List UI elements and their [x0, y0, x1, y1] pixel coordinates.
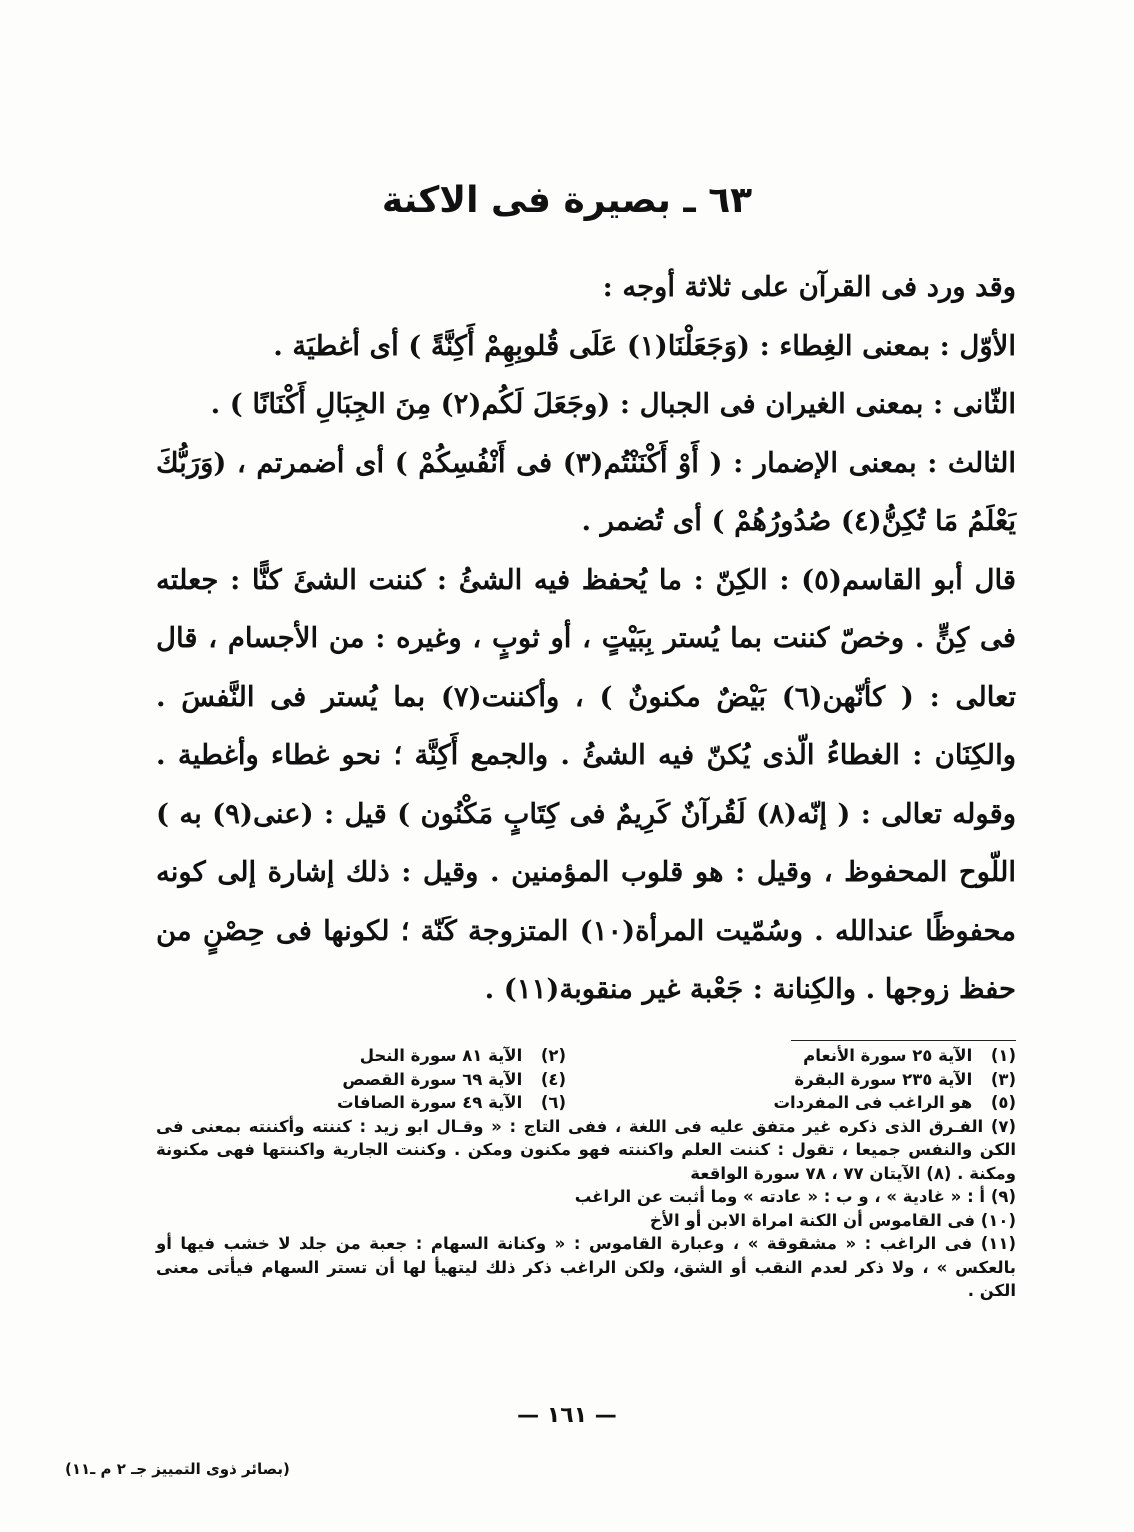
book-footer: (بصائر ذوى التمييز جـ ٢ م ـ١١) — [65, 1460, 290, 1478]
footnote-text: الآية ٦٩ سورة القصص — [342, 1069, 523, 1089]
footnote-separator — [791, 1040, 1016, 1041]
footnote-number: (١) — [990, 1046, 1016, 1065]
footnote-number: (٦) — [540, 1093, 566, 1112]
paragraph-second-meaning: الثّانى : بمعنى الغيران فى الجبال : (وجَعَلَ لَكُم(٢) مِنَ الجِبَالِ أَكْنَانًا ) . — [210, 388, 1016, 420]
footnote-number: (٥) — [990, 1093, 1016, 1112]
footnote-item — [606, 1044, 1016, 1068]
footnote-9: (٩) أ : « غادية » ، و ب : « عادته » وما أثبت عن الراغب — [574, 1187, 1016, 1206]
footnote-text: الآية ٨١ سورة النحل — [359, 1046, 523, 1065]
footnote-11: (١١) فى الراغب : « مشقوقة » ، وعبارة القاموس : « وكنانة السهام : جعبة من جلد لا خشب فيها أو بالعكس » ، ولا ذكر لعدم النقب أو الشق، ولكن الراغب ذكر ذلك ليتهيأ لها أن تستر السهام فيأتى معنى الكن . — [156, 1234, 1016, 1300]
footnote-item — [156, 1044, 566, 1068]
footnote-number: (٣) — [990, 1069, 1016, 1089]
footnote-text: الآية ٢٣٥ سورة البقرة — [794, 1069, 973, 1089]
paragraph-abu-al-qasim: قال أبو القاسم(٥) : الكِنّ : ما يُحفظ فيه الشئُ : كننت الشئَ كنًّا : جعلته فى كِنٍّ . وخصّ كننت بما يُستر بِبَيْتٍ ، أو ثوبٍ ، وغيره : من الأجسام ، قال تعالى : ( كأنّهن(٦) بَيْضٌ مكنونٌ ) ، وأكننت(٧) بما يُستر فى النَّفسَ . والكِنَان : الغطاءُ الّذى يُكنّ فيه الشئُ . والجمع أَكِنَّة ؛ نحو غطاء وأغطية . وقوله تعالى : ( إنّه(٨) لَقُرآنٌ كَرِيمٌ فى كِتَابٍ مَكْنُون ) قيل : (عنى(٩) به ) اللّوح المحفوظ ، وقيل : هو قلوب المؤمنين . وقيل : ذلك إشارة إلى كونه محفوظًا عندالله . وسُمّيت المرأة(١٠) المتزوجة كَنّة ؛ لكونها فى حِصْنٍ من حفظ زوجها . والكِنانة : جَعْبة غير منقوبة(١١) . — [156, 563, 1017, 1005]
main-text — [156, 258, 1016, 1019]
footnote-item — [606, 1091, 1016, 1115]
footnote-text: الآية ٤٩ سورة الصافات — [337, 1093, 523, 1112]
footnote-item — [156, 1091, 566, 1115]
footnote-text: هو الراغب فى المفردات — [773, 1093, 973, 1112]
footnote-10: (١٠) فى القاموس أن الكنة امراة الابن أو الأخ — [649, 1210, 1016, 1230]
footnote-number: (٢) — [540, 1046, 566, 1065]
page-number: — ١٦١ — — [517, 1403, 617, 1428]
page-title: ٦٣ ـ بصيرة فى الاكنة — [381, 180, 753, 221]
footnotes — [156, 1044, 1016, 1303]
paragraph-intro: وقد ورد فى القرآن على ثلاثة أوجه : — [602, 271, 1016, 303]
footnote-text: الآية ٢٥ سورة الأنعام — [803, 1046, 973, 1065]
footnote-7-8: (٧) الفـرق الذى ذكره غير متفق عليه فى اللغة ، ففى التاج : « وقـال ابو زيد : كننته وأكننته بمعنى فى الكن والنفس جميعا ، تقول : كننت العلم واكننته فهو مكنون ومكن . وكننت الجارية واكننتها فهى مكنونة ومكنة . (٨) الآيتان ٧٧ ، ٧٨ سورة الواقعة — [156, 1116, 1016, 1183]
paragraph-third-meaning: الثالث : بمعنى الإضمار : ( أَوْ أَكْنَنْتُم(٣) فى أَنْفُسِكُمْ ) أى أضمرتم ، (وَرَبُّكَ يَعْلَمُ مَا تُكِنُّ(٤) صُدُورُهُمْ ) أى تُضمر . — [156, 446, 1016, 537]
footnote-item — [606, 1068, 1016, 1092]
footnote-item — [156, 1068, 566, 1092]
footnote-grid — [156, 1044, 1016, 1115]
paragraph-first-meaning: الأوّل : بمعنى الغِطاء : (وَجَعَلْنَا(١) عَلَى قُلوبِهِمْ أَكِنَّةً ) أى أغطيَة . — [273, 329, 1016, 362]
footnote-number: (٤) — [540, 1069, 566, 1089]
